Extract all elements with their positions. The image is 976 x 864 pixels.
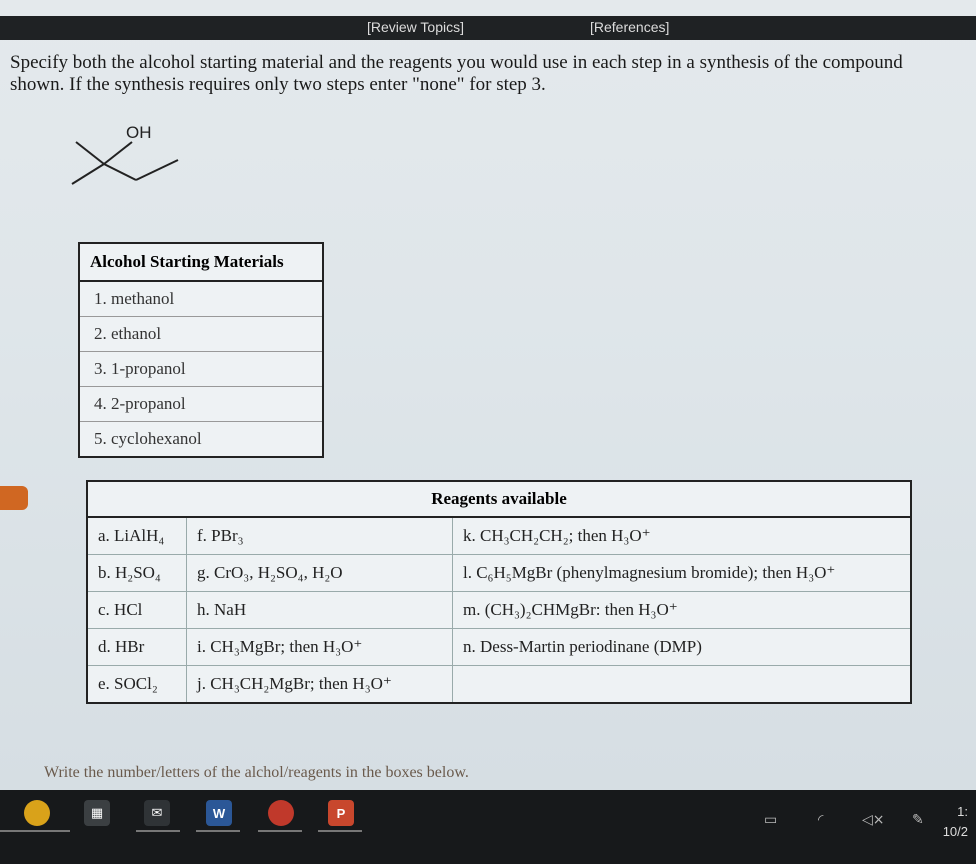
reagent-option: j. CH₃CH₂MgBr; then H₃O⁺ xyxy=(187,666,453,704)
reagent-option: n. Dess-Martin periodinane (DMP) xyxy=(453,629,912,666)
system-clock[interactable] xyxy=(943,802,968,842)
alcohol-starting-materials-table xyxy=(78,242,324,458)
battery-icon[interactable]: ▭ xyxy=(764,812,778,828)
reagent-option: e. SOCl₂ xyxy=(87,666,187,704)
reagent-option: a. LiAlH₄ xyxy=(87,517,187,555)
store-icon[interactable]: ▦ xyxy=(84,800,110,826)
powerpoint-icon[interactable]: P xyxy=(328,800,354,826)
reagent-option: l. C₆H₅MgBr (phenylmagnesium bromide); then H₃O⁺ xyxy=(453,555,912,592)
reagent-option xyxy=(453,666,912,704)
taskbar-active-indicator xyxy=(0,830,70,832)
assignment-toolbar xyxy=(0,16,976,40)
target-molecule-structure xyxy=(66,118,196,198)
clock-date: 10/2 xyxy=(942,824,968,839)
volume-muted-icon[interactable]: ◁× xyxy=(862,812,885,828)
alcohol-option: 1. methanol xyxy=(79,281,323,317)
alcohol-option: 5. cyclohexanol xyxy=(79,422,323,458)
reagent-option: k. CH₃CH₂CH₂; then H₃O⁺ xyxy=(453,517,912,555)
reagent-option: c. HCl xyxy=(87,592,187,629)
wifi-icon[interactable]: ◜ xyxy=(818,812,824,828)
reagent-option: g. CrO₃, H₂SO₄, H₂O xyxy=(187,555,453,592)
answer-instructions: Write the number/letters of the alchol/reagents in the boxes below. xyxy=(44,764,469,781)
reagents-table-header: Reagents available xyxy=(87,481,911,517)
app-icon[interactable] xyxy=(268,800,294,826)
alcohol-option: 3. 1-propanol xyxy=(79,352,323,387)
taskbar-active-indicator xyxy=(258,830,302,832)
taskbar-active-indicator xyxy=(318,830,362,832)
reagent-option: i. CH₃MgBr; then H₃O⁺ xyxy=(187,629,453,666)
alcohol-option: 4. 2-propanol xyxy=(79,387,323,422)
reagents-available-table xyxy=(86,480,912,704)
pen-icon[interactable]: ✎ xyxy=(912,812,924,828)
reagent-option: f. PBr₃ xyxy=(187,517,453,555)
reagent-option: d. HBr xyxy=(87,629,187,666)
mail-icon[interactable]: ✉ xyxy=(144,800,170,826)
review-topics-link[interactable]: [Review Topics] xyxy=(367,19,465,35)
references-link[interactable]: [References] xyxy=(590,19,670,35)
alcohol-option: 2. ethanol xyxy=(79,317,323,352)
reagent-option: b. H₂SO₄ xyxy=(87,555,187,592)
taskbar-active-indicator xyxy=(196,830,240,832)
chrome-icon[interactable] xyxy=(24,800,50,826)
reagent-option: m. (CH₃)₂CHMgBr: then H₃O⁺ xyxy=(453,592,912,629)
word-icon[interactable]: W xyxy=(206,800,232,826)
hydroxyl-label: OH xyxy=(126,123,152,142)
windows-taskbar xyxy=(0,790,976,864)
question-prompt: Specify both the alcohol starting material and the reagents you would use in each step in a synthesis of the compound shown. If the synthesis requires only two steps enter "none" for step 3. xyxy=(10,52,903,95)
clock-time: 1: xyxy=(957,804,968,819)
taskbar-active-indicator xyxy=(136,830,180,832)
reagent-option: h. NaH xyxy=(187,592,453,629)
side-tab-handle[interactable] xyxy=(0,486,28,510)
alcohol-table-header: Alcohol Starting Materials xyxy=(79,243,323,281)
